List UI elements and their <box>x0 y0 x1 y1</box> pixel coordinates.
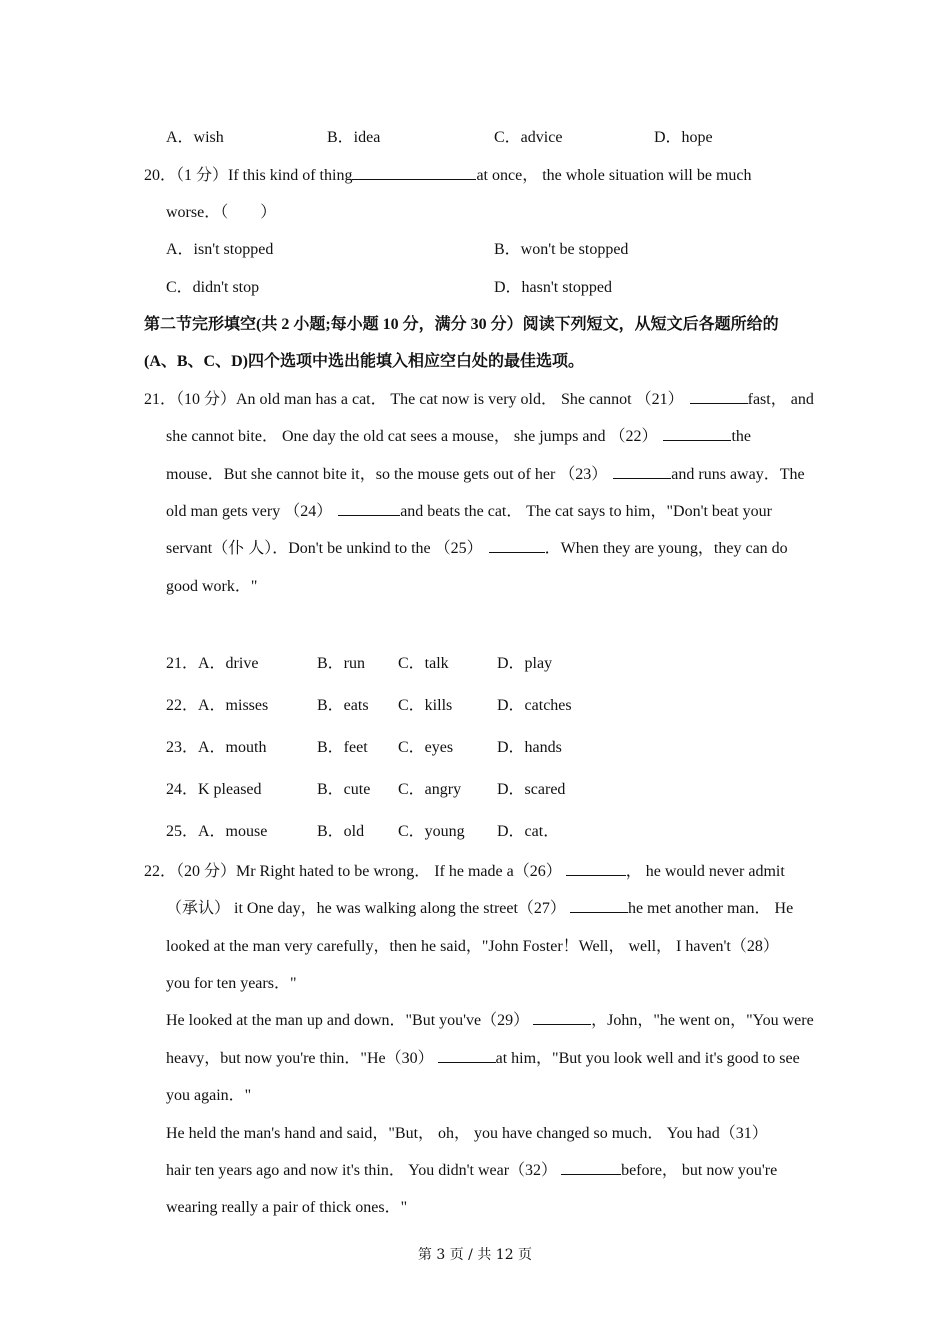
passage-text: he met another man． He <box>627 900 794 917</box>
q22-passage-line9 <box>166 1157 777 1180</box>
passage-text: servant（仆 人）．Don't be unkind to the （25） <box>166 540 483 557</box>
answer-blank <box>690 389 748 404</box>
q20-stem-line1 <box>144 162 752 185</box>
q22-passage-line3: looked at the man very carefully，then he said，"John Foster！Well， well， I haven't（28） <box>166 938 779 955</box>
choice-a: 23．A．mouth <box>166 739 267 756</box>
choice-c: C．kills <box>398 697 453 714</box>
q22-passage-line4: you for ten years．" <box>166 975 297 992</box>
q21-passage-line6: good work．" <box>166 578 258 595</box>
q19-options <box>0 124 950 146</box>
choice-a: 22．A．misses <box>166 697 269 714</box>
choice-c: C．angry <box>398 781 462 798</box>
choice-b: B．old <box>317 823 365 840</box>
q22-passage-line7: you again．" <box>166 1087 252 1104</box>
q22-passage-line2 <box>166 895 793 918</box>
choice-c: C．young <box>398 823 465 840</box>
choice-b: B．run <box>317 655 366 672</box>
choice-b: B．feet <box>317 739 368 756</box>
q20-option-c: C．didn't stop <box>166 279 260 296</box>
q21-passage-line3 <box>166 461 805 484</box>
passage-text: ， he would never admit <box>625 863 785 880</box>
answer-blank <box>570 898 628 913</box>
answer-blank <box>613 464 671 479</box>
q22-passage-line1 <box>144 858 785 881</box>
answer-blank <box>663 426 731 441</box>
passage-text: the <box>731 428 751 445</box>
q22-passage-line8: He held the man's hand and said，"But， oh， you have changed so much． You had（31） <box>166 1125 768 1142</box>
q20-stem-text-cont: at once， the whole situation will be much <box>476 167 752 184</box>
q21-passage-line2 <box>166 423 751 446</box>
choice-a: 24．K pleased <box>166 781 262 798</box>
section-heading-line1: 第二节完形填空(共 2 小题;每小题 10 分，满分 30 分）阅读下列短文，从短文后各题所给的 <box>144 316 779 333</box>
q22-passage-line6 <box>166 1045 800 1068</box>
passage-text: ．When they are young，they can do <box>544 540 788 557</box>
passage-text: 22．（20 分）Mr Right hated to be wrong． If he made a（26） <box>144 863 562 880</box>
q20-stem-line2: worse．（ ） <box>166 204 277 221</box>
passage-text: fast， and <box>747 391 814 408</box>
passage-text: heavy，but now you're thin．"He（30） <box>166 1050 434 1067</box>
passage-text: she cannot bite． One day the old cat sees a mouse， she jumps and （22） <box>166 428 658 445</box>
answer-blank <box>533 1010 591 1025</box>
answer-blank <box>338 501 400 516</box>
passage-text: and beats the cat． The cat says to him，"Don't beat your <box>400 503 772 520</box>
q20-option-d: D．hasn't stopped <box>494 279 612 296</box>
section-heading-line2: (A、B、C、D)四个选项中选出能填入相应空白处的最佳选项。 <box>144 353 584 370</box>
q19-option-c: C．advice <box>494 129 563 146</box>
q19-option-b: B．idea <box>327 129 381 146</box>
passage-text: He looked at the man up and down．"But you've（29） <box>166 1012 530 1029</box>
choice-b: B．cute <box>317 781 371 798</box>
answer-blank <box>438 1048 496 1063</box>
passage-text: at him，"But you look well and it's good to see <box>495 1050 800 1067</box>
q20-option-a: A．isn't stopped <box>166 241 274 258</box>
q20-option-b: B．won't be stopped <box>494 241 629 258</box>
q19-option-a: A．wish <box>166 129 224 146</box>
q21-passage-line1 <box>144 386 814 409</box>
passage-text: before， but now you're <box>621 1162 778 1179</box>
q21-passage-line5 <box>166 535 788 558</box>
q21-choice-row <box>0 650 950 672</box>
q25-choice-row <box>0 818 950 840</box>
passage-text: 21．（10 分）An old man has a cat． The cat now is very old． She cannot （21） <box>144 391 684 408</box>
passage-text: mouse．But she cannot bite it，so the mouse gets out of her （23） <box>166 466 608 483</box>
choice-a: 21．A．drive <box>166 655 259 672</box>
choice-a: 25．A．mouse <box>166 823 268 840</box>
choice-c: C．talk <box>398 655 449 672</box>
q24-choice-row <box>0 776 950 798</box>
choice-d: D．catches <box>497 697 572 714</box>
q21-passage-line4 <box>166 498 772 521</box>
choice-d: D．cat． <box>497 823 560 840</box>
passage-text: hair ten years ago and now it's thin． You didn't wear（32） <box>166 1162 558 1179</box>
choice-d: D．hands <box>497 739 562 756</box>
choice-b: B．eats <box>317 697 369 714</box>
page-number-footer: 第 3 页 / 共 12 页 <box>417 1247 533 1263</box>
q23-choice-row <box>0 734 950 756</box>
answer-blank <box>561 1160 621 1175</box>
q20-stem-text: 20．（1 分）If this kind of thing <box>144 167 353 184</box>
passage-text: （承认） it One day，he was walking along the street（27） <box>166 900 566 917</box>
passage-text: old man gets very （24） <box>166 503 333 520</box>
q22-choice-row <box>0 692 950 714</box>
passage-text: ，John，"he went on，"You were <box>591 1012 814 1029</box>
answer-blank <box>566 861 626 876</box>
passage-text: and runs away．The <box>671 466 805 483</box>
choice-d: D．play <box>497 655 553 672</box>
choice-d: D．scared <box>497 781 566 798</box>
q19-option-d: D．hope <box>654 129 713 146</box>
choice-c: C．eyes <box>398 739 454 756</box>
q22-passage-line5 <box>166 1007 814 1030</box>
answer-blank <box>352 165 476 180</box>
answer-blank <box>489 538 545 553</box>
q22-passage-line10: wearing really a pair of thick ones．" <box>166 1199 408 1216</box>
